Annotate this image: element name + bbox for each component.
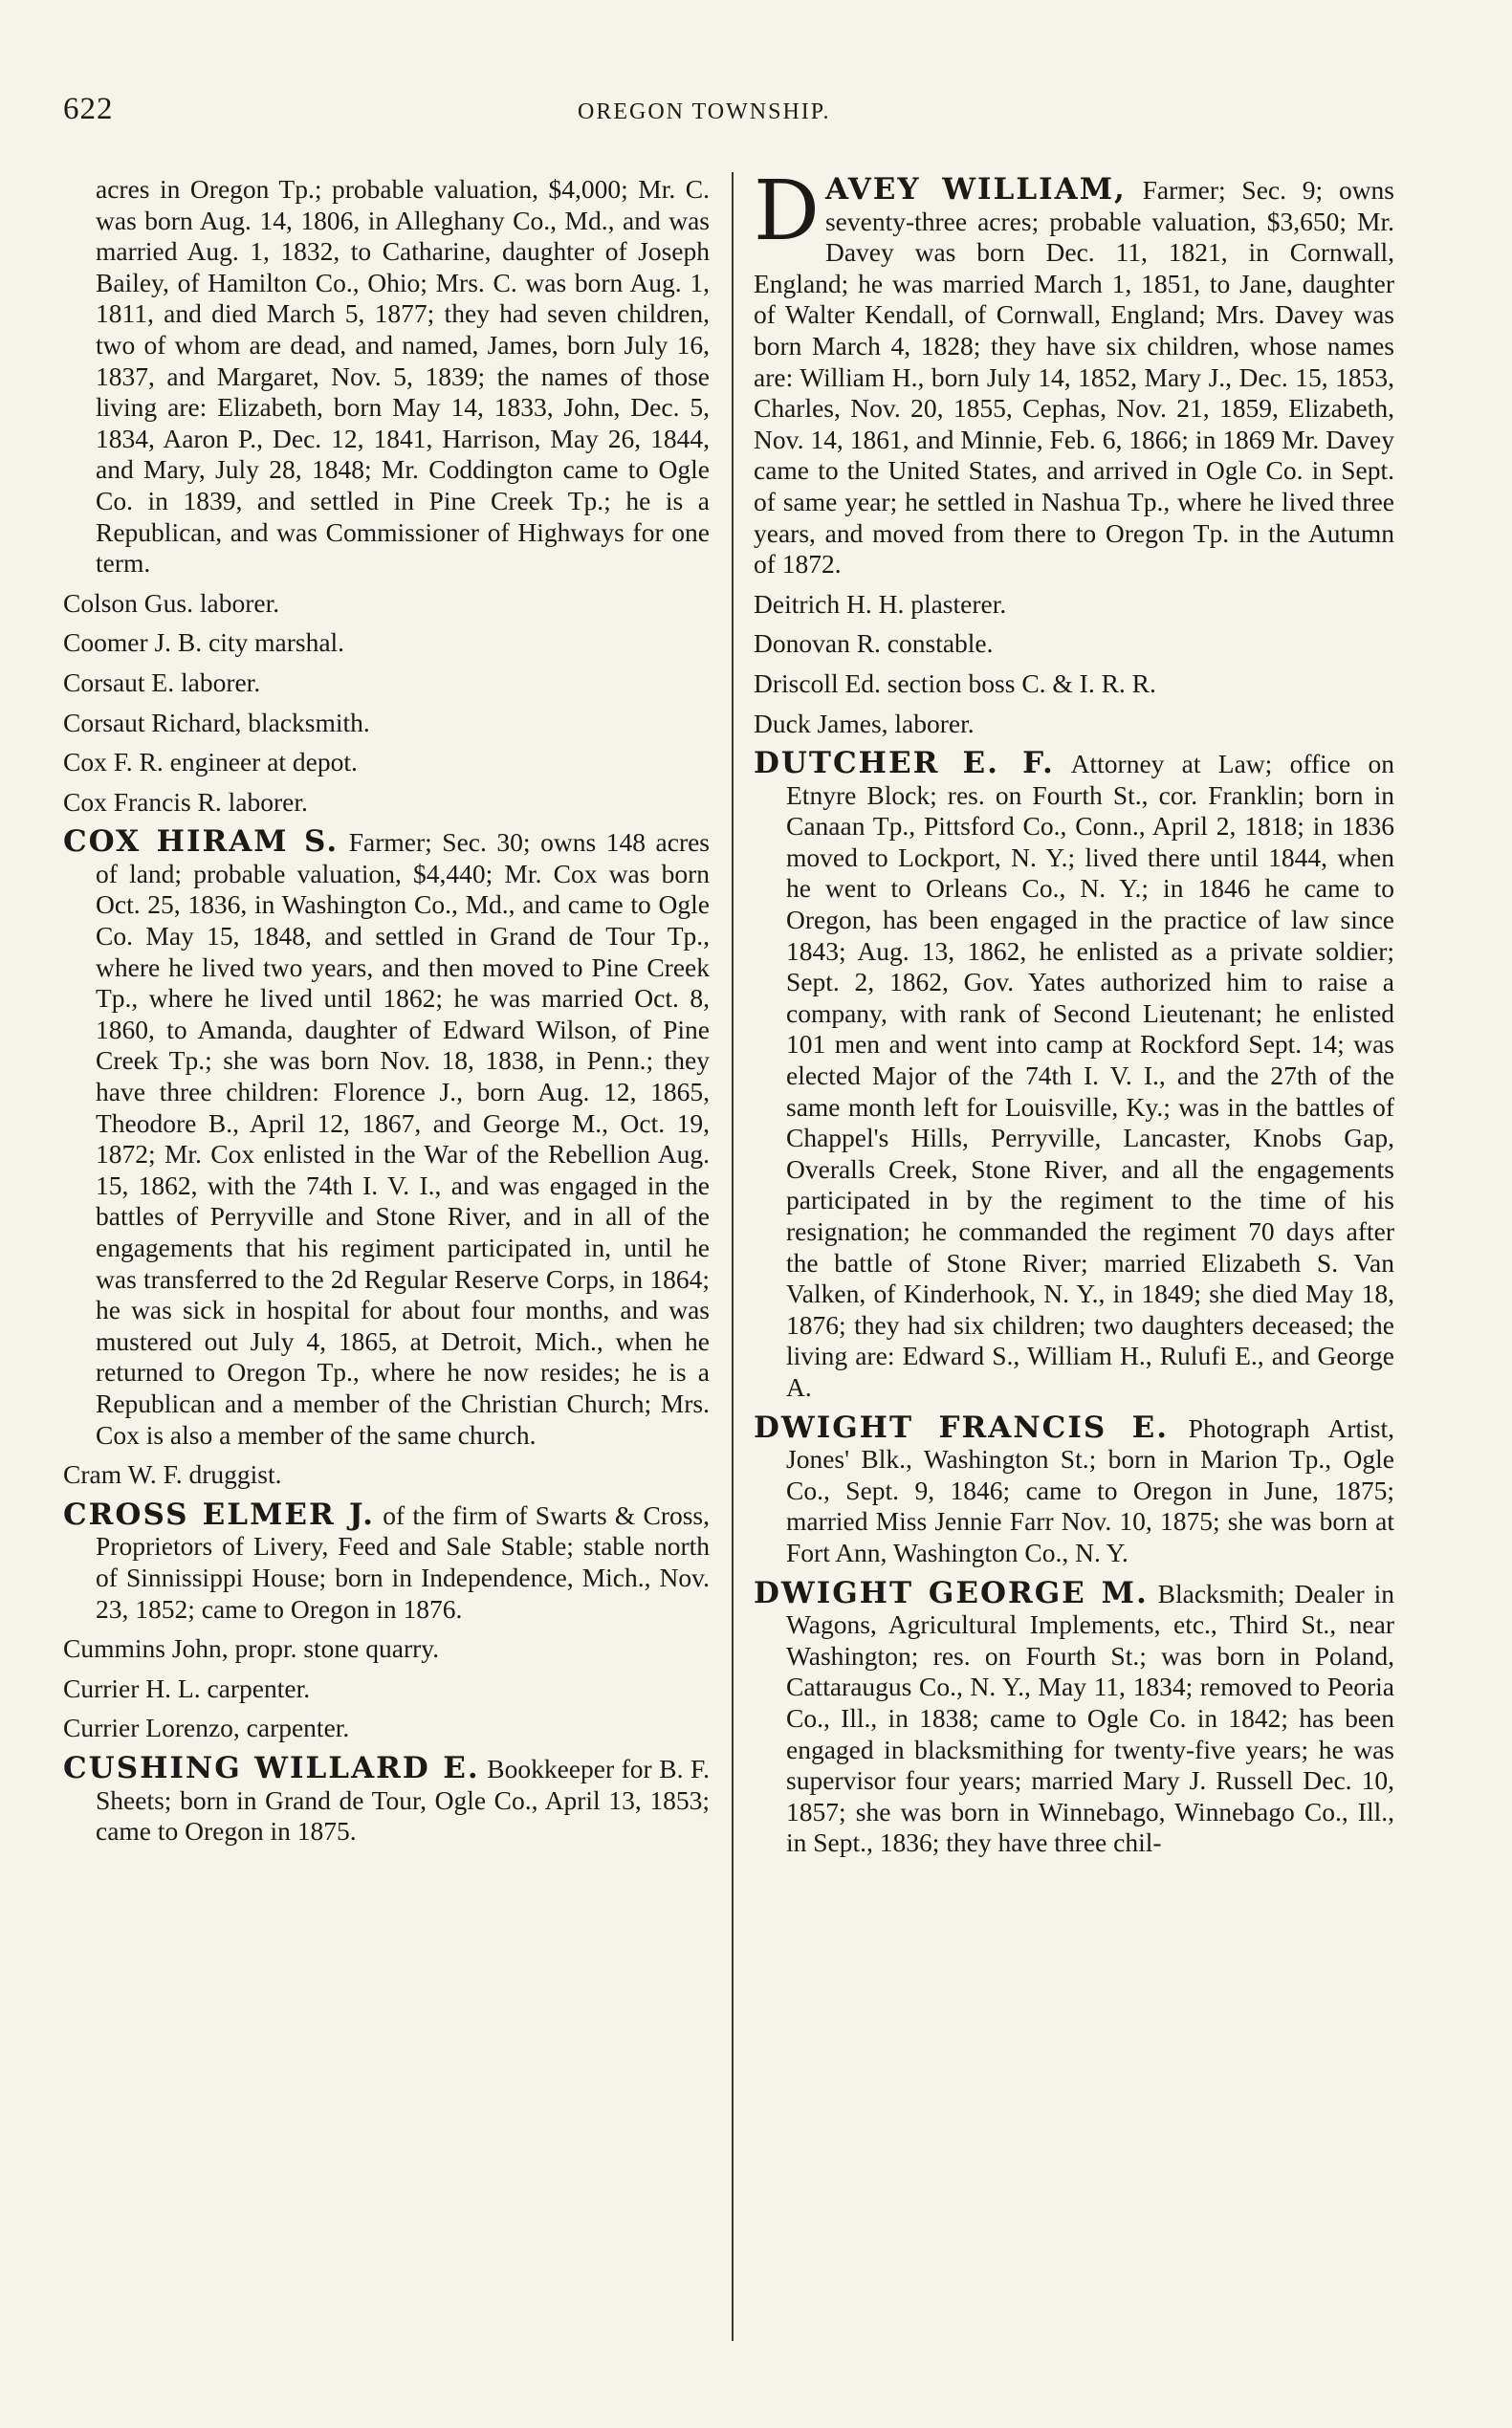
entry-heading: CROSS ELMER J. — [63, 1497, 375, 1532]
entry-dutcher — [754, 748, 1394, 1403]
entry-text: of the firm of Swarts & Cross, Proprietors of Livery, Feed and Sale Stable; stable north of Sinnissippi House; born in Independence, Mich., Nov. 23, 1852; came to Oregon in 1876. — [96, 1499, 711, 1624]
entry-heading: AVEY WILLIAM, — [824, 172, 1127, 207]
entry-cox-f: Cox F. R. engineer at depot. — [63, 747, 358, 777]
entry-corsaut-e: Corsaut E. laborer. — [63, 667, 261, 697]
entry-coomer: Coomer J. B. city marshal. — [63, 627, 345, 658]
entry-deitrich: Deitrich H. H. plasterer. — [754, 588, 1007, 619]
entry-dwight-george — [754, 1575, 1395, 1859]
entry-cross-elmer — [63, 1499, 710, 1625]
column-divider — [732, 172, 734, 2341]
entry-cummins: Cummins John, propr. stone quarry. — [63, 1633, 440, 1664]
entry-cram: Cram W. F. druggist. — [63, 1459, 282, 1490]
entry-heading: DWIGHT FRANCIS E. — [754, 1410, 1170, 1445]
entry-text: Attorney at Law; office on Etnyre Block; res. on Fourth St., cor. Franklin; born in Canaan Tp., Pittsford Co., Conn., April 2, 1818; in 1836 moved to Lockport, N. Y.; lived there until 1844, when he went to Orleans Co., N. Y.; in 1846 he came to Oregon, has been engaged in the practice of law since 1843; Aug. 13, 1862, he enlisted as a private soldier; Sept. 2, 1862, Gov. Yates authorized him to raise a company, with rank of Second Lieutenant; he enlisted 101 men and went into camp at Rockford Sept. 14; was elected Major of the 74th I. V. I., and the 27th of the same month left for Louisville, Ky.; was in the battles of Chappel's Hills, Perryville, Lancaster, Knobs Gap, Overalls Creek, Stone River, and all the engagements participated in by the regiment to the time of his resignation; he commanded the regiment 70 days after the battle of Stone River; married Elizabeth S. Van Valken, of Kinderhook, N. Y., in 1849; she died May 18, 1876; they had six children; two daughters deceased; the living are: Edward S., William H., Rulufi E., and George A. — [786, 749, 1395, 1402]
right-column — [754, 164, 1395, 1868]
running-head: OREGON TOWNSHIP. — [578, 99, 831, 124]
entry-donovan: Donovan R. constable. — [754, 628, 994, 659]
entry-text: Farmer; Sec. 30; owns 148 acres of land; probable valuation, $4,440; Mr. Cox was born Oct. 25, 1836, in Washington Co., Md., and came to Ogle Co. May 15, 1848, and settled in Grand de Tour Tp., where he lived two years, and then moved to Pine Creek Tp., where he lived until 1862; he was married Oct. 8, 1860, to Amanda, daughter of Edward Wilson, of Pine Creek Tp.; she was born Nov. 18, 1838, in Penn.; they have three children: Florence J., born Aug. 12, 1865, Theodore B., April 12, 1867, and George M., Oct. 19, 1872; Mr. Cox enlisted in the War of the Rebellion Aug. 15, 1862, with the 74th I. V. I., and was engaged in the battles of Perryville and Stone River, and in all of the engagements that his regiment participated in, until he was transferred to the 2d Regular Reserve Corps, in 1864; he was sick in hospital for about four months, and was mustered out July 4, 1865, at Detroit, Mich., when he returned to Oregon Tp., where he now resides; he is a Republican and a member of the Christian Church; Mrs. Cox is also a member of the same church. — [96, 827, 711, 1450]
entry-cox-francis: Cox Francis R. laborer. — [63, 786, 308, 817]
entry-text: Bookkeeper for B. F. Sheets; born in Grand de Tour, Ogle Co., April 13, 1853; came to Oregon in 1875. — [96, 1753, 711, 1847]
entry-text: Farmer; Sec. 9; owns seventy-three acres; probable valuation, $3,650; Mr. Davey was born Dec. 11, 1821, in Cornwall, England; he was married March 1, 1851, to Jane, daughter of Walter Kendall, of Cornwall, England; Mrs. Davey was born March 4, 1828; they have six children, whose names are: William H., born July 14, 1852, Mary J., Dec. 15, 1853, Charles, Nov. 20, 1855, Cephas, Nov. 21, 1859, Elizabeth, Nov. 14, 1861, and Minnie, Feb. 6, 1866; in 1869 Mr. Davey came to the United States, and arrived in Ogle Co. in Sept. of same year; he settled in Nashua Tp., where he lived three years, and moved from there to Oregon Tp. in the Autumn of 1872. — [754, 175, 1395, 580]
entry-davey-william — [754, 164, 1395, 580]
entry-heading: CUSHING WILLARD E. — [63, 1750, 480, 1785]
drop-cap: D — [754, 164, 820, 259]
page-header — [63, 92, 1421, 130]
entry-heading: DWIGHT GEORGE M. — [754, 1575, 1149, 1610]
entry-coddington-continued: acres in Oregon Tp.; probable valuation, $4,000; Mr. C. was born Aug. 14, 1806, in Alleghany Co., Md., and was married Aug. 1, 1832, to Catharine, daughter of Joseph Bailey, of Hamilton Co., Ohio; Mrs. C. was born Aug. 1, 1811, and died March 5, 1877; they had seven children, two of whom are dead, and named, James, born July 16, 1837, and Margaret, Nov. 5, 1839; the names of those living are: Elizabeth, born May 14, 1833, John, Dec. 5, 1834, Aaron P., Dec. 12, 1841, Harrison, May 26, 1844, and Mary, July 28, 1848; Mr. Coddington came to Ogle Co. in 1839, and settled in Pine Creek Tp.; he is a Republican, and was Commissioner of Highways for one term. — [96, 174, 710, 579]
left-column — [63, 174, 710, 1856]
entry-cox-hiram — [63, 826, 710, 1451]
entry-duck: Duck James, laborer. — [754, 708, 975, 738]
entry-text: Blacksmith; Dealer in Wagons, Agricultural Implements, etc., Third St., near Washington; res. on Fourth St.; was born in Poland, Cattaraugus Co., N. Y., May 11, 1834; removed to Peoria Co., Ill., in 1838; came to Ogle Co. in 1842; has been engaged in blacksmithing for twenty-five years; he was supervisor four years; married Mary J. Russell Dec. 10, 1857; she was born in Winnebago, Winnebago Co., Ill., in Sept., 1836; they have three chil- — [786, 1578, 1395, 1858]
entry-currier-lorenzo: Currier Lorenzo, carpenter. — [63, 1713, 350, 1743]
entry-dwight-francis — [754, 1412, 1394, 1569]
entry-cushing-willard — [63, 1750, 711, 1848]
entry-currier-h: Currier H. L. carpenter. — [63, 1673, 311, 1703]
entry-heading: DUTCHER E. F. — [754, 746, 1055, 781]
page-number: 622 — [63, 92, 114, 126]
entry-heading: COX HIRAM S. — [63, 824, 340, 860]
entry-corsaut-richard: Corsaut Richard, blacksmith. — [63, 707, 370, 737]
entry-colson: Colson Gus. laborer. — [63, 587, 280, 618]
entry-text: Photograph Artist, Jones' Blk., Washington St.; born in Marion Tp., Ogle Co., Sept. 9, 1846; came to Oregon in June, 1875; married Miss Jennie Farr Nov. 10, 1875; she was born at Fort Ann, Washington Co., N. Y. — [786, 1412, 1394, 1567]
entry-driscoll: Driscoll Ed. section boss C. & I. R. R. — [754, 667, 1156, 698]
